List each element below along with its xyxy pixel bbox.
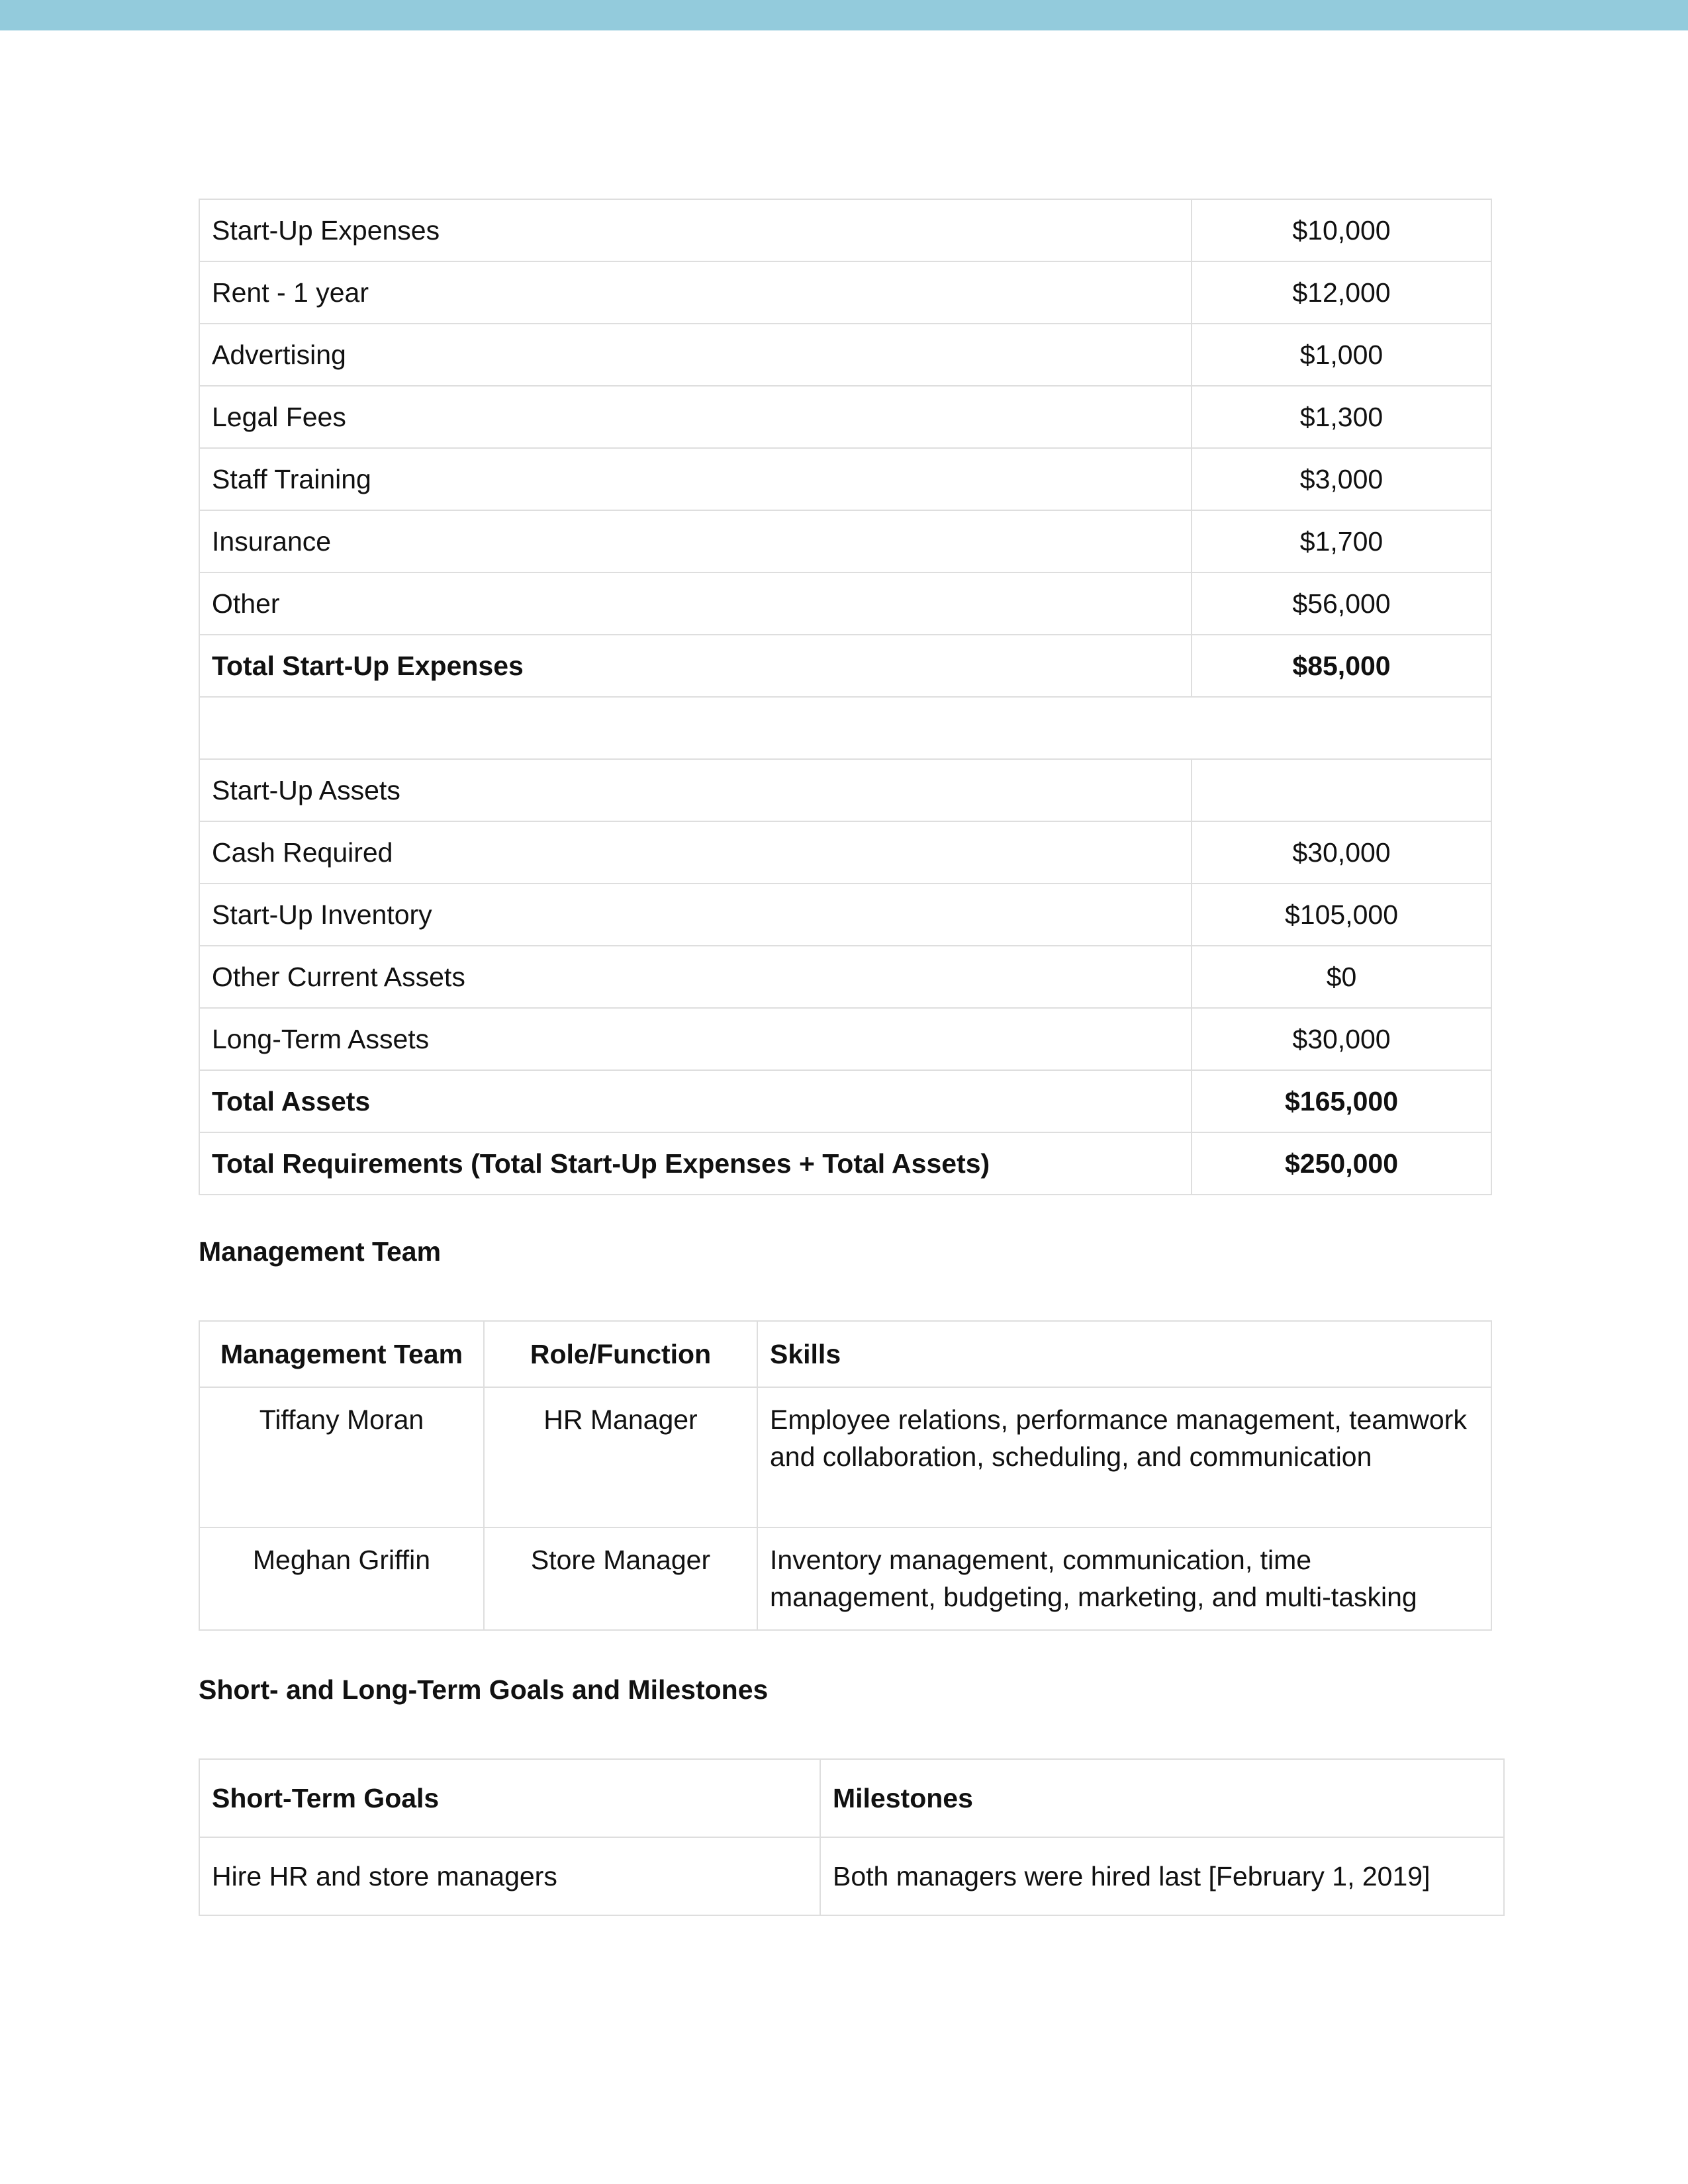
member-name: Tiffany Moran	[199, 1387, 484, 1527]
table-row	[199, 1008, 1491, 1070]
column-header: Role/Function	[484, 1321, 757, 1387]
table-row	[199, 572, 1491, 635]
row-label: Legal Fees	[199, 386, 1192, 448]
total-row	[199, 1070, 1491, 1132]
row-label: Start-Up Expenses	[199, 199, 1192, 261]
row-label: Insurance	[199, 510, 1192, 572]
column-header: Milestones	[820, 1759, 1504, 1837]
row-label: Long-Term Assets	[199, 1008, 1192, 1070]
goals-milestones-table	[199, 1758, 1505, 1916]
row-label: Total Assets	[199, 1070, 1192, 1132]
row-label: Other Current Assets	[199, 946, 1192, 1008]
column-header: Skills	[757, 1321, 1491, 1387]
row-label: Other	[199, 572, 1192, 635]
row-value: $1,300	[1192, 386, 1491, 448]
row-value: $1,700	[1192, 510, 1491, 572]
row-label: Total Requirements (Total Start-Up Expenses + Total Assets)	[199, 1132, 1192, 1195]
goals-milestones-heading: Short- and Long-Term Goals and Milestones	[199, 1674, 769, 1705]
row-value: $30,000	[1192, 821, 1491, 884]
member-skills: Inventory management, communication, time management, budgeting, marketing, and multi-tasking	[757, 1527, 1491, 1630]
row-value: $30,000	[1192, 1008, 1491, 1070]
top-accent-band	[0, 0, 1688, 30]
row-value: $1,000	[1192, 324, 1491, 386]
startup-costs-table	[199, 199, 1492, 1195]
table-row	[199, 946, 1491, 1008]
table-row	[199, 1387, 1491, 1527]
total-row	[199, 1132, 1491, 1195]
table-row	[199, 1837, 1504, 1915]
row-value: $105,000	[1192, 884, 1491, 946]
spacer-row	[199, 697, 1491, 759]
row-label: Cash Required	[199, 821, 1192, 884]
row-value: $10,000	[1192, 199, 1491, 261]
column-header: Management Team	[199, 1321, 484, 1387]
member-role: Store Manager	[484, 1527, 757, 1630]
member-role: HR Manager	[484, 1387, 757, 1527]
table-header-row	[199, 1321, 1491, 1387]
table-row	[199, 759, 1491, 821]
row-value: $85,000	[1192, 635, 1491, 697]
table-row	[199, 884, 1491, 946]
member-name: Meghan Griffin	[199, 1527, 484, 1630]
row-value	[1192, 759, 1491, 821]
row-value: $165,000	[1192, 1070, 1491, 1132]
row-value: $0	[1192, 946, 1491, 1008]
member-skills: Employee relations, performance management, teamwork and collaboration, scheduling, and communication	[757, 1387, 1491, 1527]
management-team-table	[199, 1320, 1492, 1631]
table-header-row	[199, 1759, 1504, 1837]
row-label: Advertising	[199, 324, 1192, 386]
table-row	[199, 199, 1491, 261]
table-row	[199, 510, 1491, 572]
column-header: Short-Term Goals	[199, 1759, 820, 1837]
table-row	[199, 386, 1491, 448]
row-value: $3,000	[1192, 448, 1491, 510]
empty-cell	[199, 697, 1491, 759]
row-label: Staff Training	[199, 448, 1192, 510]
row-value: $12,000	[1192, 261, 1491, 324]
table-row	[199, 1527, 1491, 1630]
table-row	[199, 261, 1491, 324]
table-row	[199, 448, 1491, 510]
milestone-cell: Both managers were hired last [February 1, 2019]	[820, 1837, 1504, 1915]
total-row	[199, 635, 1491, 697]
table-row	[199, 324, 1491, 386]
table-row	[199, 821, 1491, 884]
row-value: $56,000	[1192, 572, 1491, 635]
row-label: Total Start-Up Expenses	[199, 635, 1192, 697]
row-label: Start-Up Inventory	[199, 884, 1192, 946]
goal-cell: Hire HR and store managers	[199, 1837, 820, 1915]
management-team-heading: Management Team	[199, 1236, 442, 1267]
row-label: Rent - 1 year	[199, 261, 1192, 324]
row-value: $250,000	[1192, 1132, 1491, 1195]
row-label: Start-Up Assets	[199, 759, 1192, 821]
